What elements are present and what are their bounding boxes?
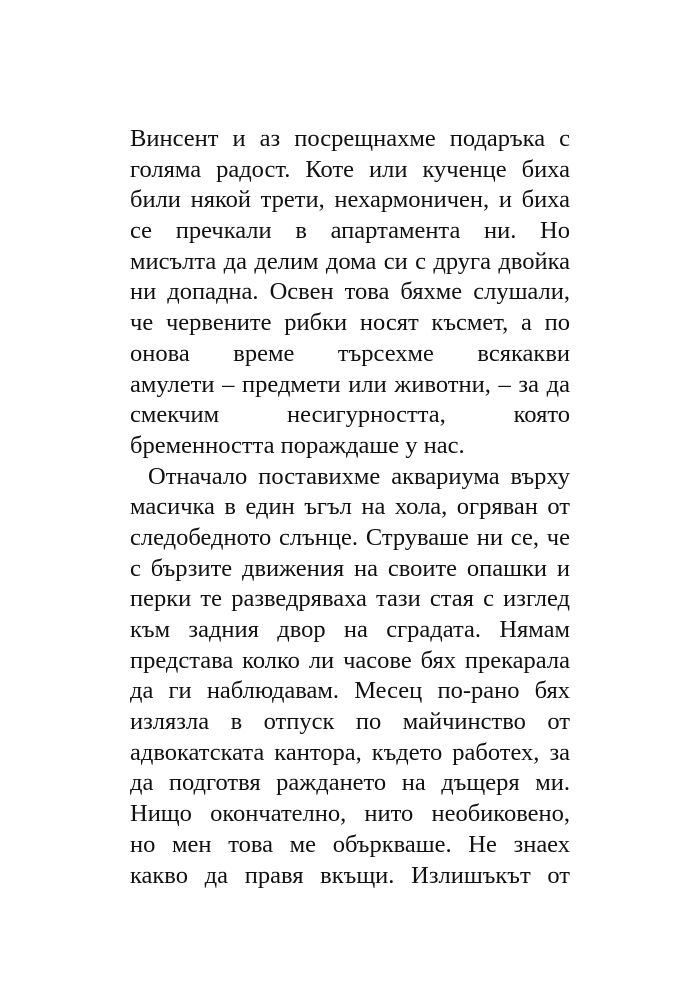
text-line: Винсент и аз посрещнахме подаръка с bbox=[130, 125, 570, 152]
text-line: амулети – предмети или животни, – за да bbox=[130, 370, 570, 398]
text-line: мисълта да делим дома си с друга двойка bbox=[130, 247, 570, 275]
text-line: да ги наблюдавам. Месец по-рано бях bbox=[130, 677, 570, 705]
text-line: адвокатската кантора, където работех, за bbox=[130, 738, 570, 766]
text-line: смекчим несигурността, която bbox=[130, 401, 570, 429]
text-line: представа колко ли часове бях прекарала bbox=[130, 646, 570, 674]
text-line: че червените рибки носят късмет, а по bbox=[130, 309, 570, 337]
text-line: следобедното слънце. Струваше ни се, че bbox=[130, 523, 570, 551]
text-line: какво да правя вкъщи. Излишъкът от bbox=[130, 861, 570, 889]
body-text bbox=[130, 124, 570, 891]
text-line: Нищо окончателно, нито необиковено, bbox=[130, 800, 570, 828]
text-line: с бързите движения на своите опашки и bbox=[130, 554, 570, 582]
text-line: да подготвя раждането на дъщеря ми. bbox=[130, 769, 570, 797]
text-line: но мен това ме объркваше. Не знаех bbox=[130, 830, 570, 858]
text-line: голяма радост. Коте или кученце биха bbox=[130, 155, 570, 183]
text-line: перки те разведряваха тази стая с изглед bbox=[130, 585, 570, 613]
text-line: ни допадна. Освен това бяхме слушали, bbox=[130, 278, 570, 306]
text-line: Отначало поставихме аквариума върху bbox=[148, 462, 570, 490]
text-line: бременността пораждаше у нас. bbox=[130, 431, 465, 459]
text-line: към задния двор на сградата. Нямам bbox=[130, 616, 570, 643]
text-line: масичка в един ъгъл на хола, огряван от bbox=[130, 493, 570, 521]
paragraph-2 bbox=[130, 462, 570, 892]
text-line: излязла в отпуск по майчинство от bbox=[130, 708, 570, 736]
text-line: се пречкали в апартамента ни. Но bbox=[130, 217, 570, 245]
text-line: онова време търсехме всякакви bbox=[130, 339, 570, 367]
paragraph-1 bbox=[130, 124, 570, 462]
text-line: били някой трети, нехармоничен, и биха bbox=[130, 186, 570, 214]
